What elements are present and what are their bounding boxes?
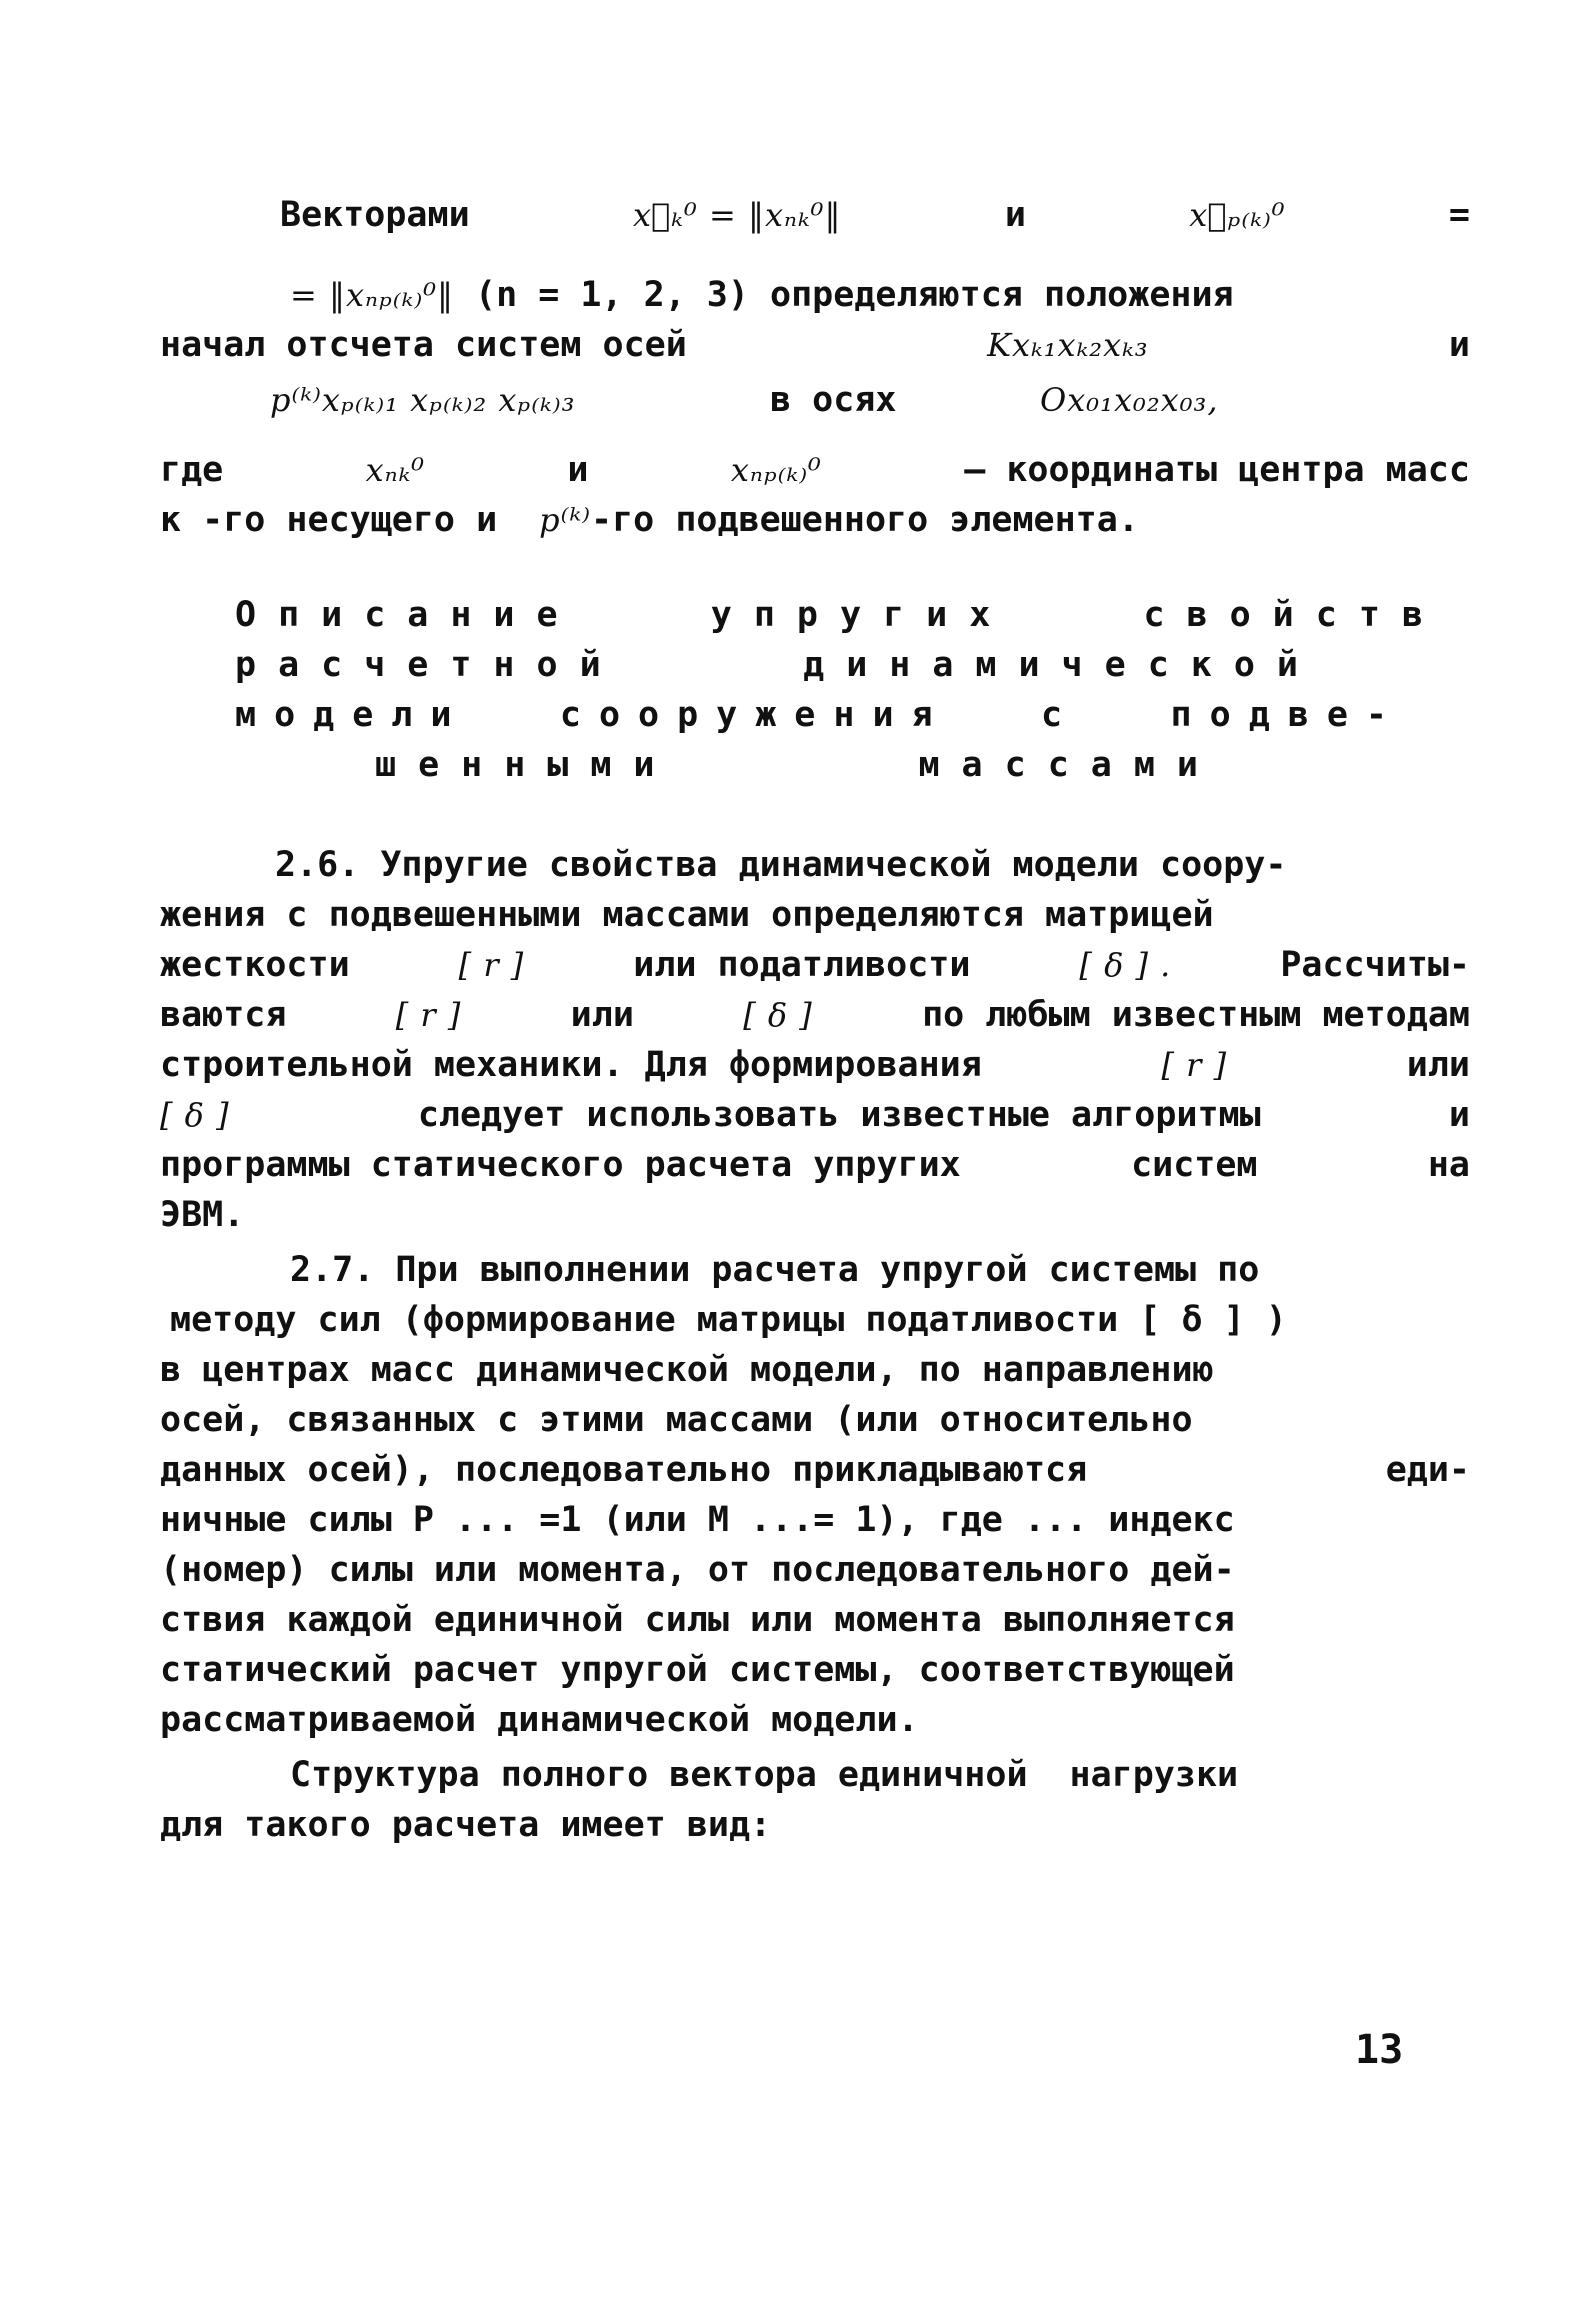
heading-word: с xyxy=(1041,695,1081,735)
text: к -го несущего и xyxy=(160,500,498,540)
p27-line-2 xyxy=(170,1295,1480,1345)
closing-line-1 xyxy=(290,1750,1470,1800)
matrix-symbol: [ δ ] xyxy=(743,996,813,1034)
p26-line-1 xyxy=(275,840,1470,890)
text: статический расчет упругой системы, соответствующей xyxy=(160,1650,1235,1690)
text: начал отсчета систем осей xyxy=(160,325,687,365)
text: еди- xyxy=(1385,1450,1470,1490)
text: – координаты центра масс xyxy=(964,450,1470,490)
text: для такого расчета имеет вид: xyxy=(160,1805,772,1845)
text: систем xyxy=(1131,1145,1258,1185)
p26-line-4 xyxy=(160,990,1470,1040)
intro-line-5 xyxy=(160,445,1470,495)
heading-word: расчетной xyxy=(235,645,623,685)
intro-line-6 xyxy=(160,495,1470,545)
text: или xyxy=(1406,1045,1470,1085)
section-heading-line-3 xyxy=(235,690,1405,740)
text: ваются xyxy=(160,995,287,1035)
p27-line-10 xyxy=(160,1695,1470,1745)
heading-word: свойств xyxy=(1143,595,1445,635)
text: следует использовать известные алгоритмы xyxy=(417,1095,1261,1135)
heading-word: модели xyxy=(235,695,470,735)
heading-word: шенными xyxy=(375,745,677,785)
text: данных осей), последовательно прикладываются xyxy=(160,1450,1088,1490)
heading-word: сооружения xyxy=(559,695,951,735)
matrix-symbol: [ δ ] . xyxy=(1079,946,1172,984)
text: Структура полного вектора единичной xyxy=(290,1755,1028,1795)
heading-word: упругих xyxy=(710,595,1013,635)
section-heading-line-2 xyxy=(235,640,1320,690)
text: ЭВМ. xyxy=(160,1195,245,1235)
formula: xₙₚ₍ₖ₎⁰ xyxy=(730,451,822,489)
text: и xyxy=(567,450,589,490)
text: в центрах масс динамической модели, по направлению xyxy=(160,1350,1214,1390)
p26-line-6 xyxy=(160,1090,1470,1140)
text: ничные силы P ... =1 (или M ...= 1), где ... индекс xyxy=(160,1500,1235,1540)
formula: x⃗ₚ₍ₖ₎⁰ xyxy=(1189,196,1286,234)
p26-line-2 xyxy=(160,890,1470,940)
p27-line-3 xyxy=(160,1345,1470,1395)
p27-line-1 xyxy=(290,1245,1470,1295)
p26-line-3 xyxy=(160,940,1470,990)
heading-word: Описание xyxy=(235,595,580,635)
text: методу сил (формирование матрицы податливости [ δ ] ) xyxy=(170,1300,1287,1340)
text: в осях xyxy=(770,380,897,420)
text: по любым известным методам xyxy=(922,995,1470,1035)
p26-line-7 xyxy=(160,1140,1470,1190)
text: = xyxy=(1448,195,1470,235)
text: осей, связанных с этими массами (или относительно xyxy=(160,1400,1193,1440)
text: нагрузки xyxy=(1069,1755,1239,1795)
formula: p⁽ᵏ⁾ xyxy=(539,501,592,539)
p27-line-7 xyxy=(160,1545,1470,1595)
matrix-symbol: [ r ] xyxy=(1161,1046,1228,1084)
text: 2.7. При выполнении расчета упругой системы по xyxy=(290,1250,1260,1290)
formula: xₙₖ⁰ xyxy=(365,451,426,489)
intro-line-4 xyxy=(270,375,1290,425)
text: -го подвешенного элемента. xyxy=(591,500,1139,540)
text: где xyxy=(160,450,224,490)
heading-word: массами xyxy=(918,745,1220,785)
matrix-symbol: [ δ ] xyxy=(160,1096,230,1134)
formula: Ox₀₁x₀₂x₀₃, xyxy=(1040,381,1219,419)
section-heading-line-1 xyxy=(235,590,1445,640)
p27-line-4 xyxy=(160,1395,1470,1445)
text: 2.6. Упругие свойства динамической модели соору- xyxy=(275,845,1287,885)
p26-line-8 xyxy=(160,1190,1470,1240)
p26-line-5 xyxy=(160,1040,1470,1090)
text: рассматриваемой динамической модели. xyxy=(160,1700,919,1740)
p27-line-8 xyxy=(160,1595,1470,1645)
text: жения с подвешенными массами определяются матрицей xyxy=(160,895,1214,935)
formula: Kxₖ₁xₖ₂xₖ₃ xyxy=(987,326,1149,364)
page-number: 13 xyxy=(1355,2027,1404,2073)
text: и xyxy=(1448,325,1470,365)
text: или податливости xyxy=(633,945,971,985)
section-heading-line-4 xyxy=(375,740,1220,790)
text: или xyxy=(570,995,634,1035)
heading-word: динамической xyxy=(803,645,1320,685)
formula: p⁽ᵏ⁾xₚ₍ₖ₎₁ xₚ₍ₖ₎₂ xₚ₍ₖ₎₃ xyxy=(270,381,576,419)
text: и xyxy=(1448,1095,1470,1135)
formula: x⃗ₖ⁰ = ‖xₙₖ⁰‖ xyxy=(633,196,842,234)
text: жесткости xyxy=(160,945,350,985)
p27-line-6 xyxy=(160,1495,1470,1545)
text: (n = 1, 2, 3) определяются положения xyxy=(475,275,1234,315)
text: Векторами xyxy=(280,195,470,235)
text: ствия каждой единичной силы или момента выполняется xyxy=(160,1600,1235,1640)
intro-line-1 xyxy=(160,190,1470,240)
text: на xyxy=(1427,1145,1470,1185)
heading-word: подве- xyxy=(1170,695,1405,735)
text: строительной механики. Для формирования xyxy=(160,1045,982,1085)
p27-line-9 xyxy=(160,1645,1470,1695)
text: программы статического расчета упругих xyxy=(160,1145,961,1185)
matrix-symbol: [ r ] xyxy=(458,946,525,984)
text: (номер) силы или момента, от последовательного дей- xyxy=(160,1550,1235,1590)
closing-line-2 xyxy=(160,1800,1470,1850)
intro-line-3 xyxy=(160,320,1470,370)
text: и xyxy=(1004,195,1026,235)
matrix-symbol: [ r ] xyxy=(395,996,462,1034)
intro-line-2 xyxy=(290,270,1470,320)
p27-line-5 xyxy=(160,1445,1470,1495)
formula: = ‖xₙₚ₍ₖ₎⁰‖ xyxy=(290,276,455,314)
text: Рассчиты- xyxy=(1280,945,1470,985)
